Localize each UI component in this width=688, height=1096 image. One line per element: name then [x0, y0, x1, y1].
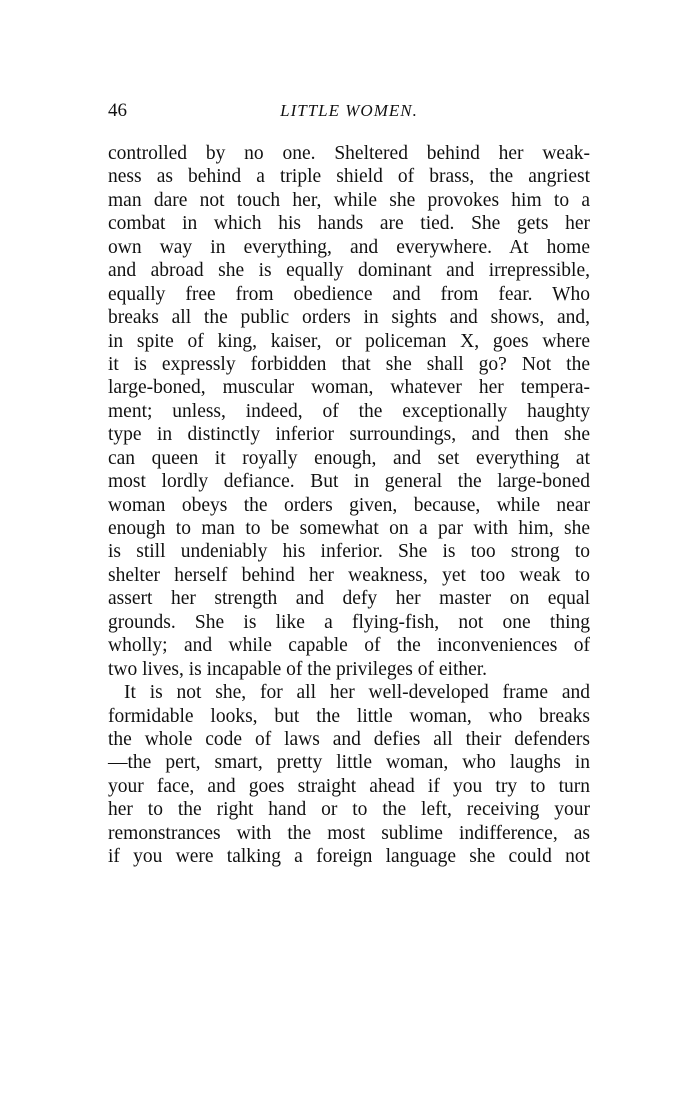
- text-line: own way in everything, and everywhere. At home: [108, 236, 590, 258]
- text-line: your face, and goes straight ahead if you try to turn: [108, 775, 590, 797]
- text-line: woman obeys the orders given, because, while near: [108, 494, 590, 516]
- text-line: —the pert, smart, pretty little woman, who laughs in: [108, 752, 590, 774]
- text-line: and abroad she is equally dominant and irrepressible,: [108, 260, 590, 282]
- running-header: [108, 100, 590, 126]
- text-line: type in distinctly inferior surroundings, and then she: [108, 424, 590, 446]
- text-line: It is not she, for all her well-developed frame and: [124, 682, 590, 704]
- text-line: man dare not touch her, while she provokes him to a: [108, 189, 590, 211]
- text-line: controlled by no one. Sheltered behind her weak-: [108, 143, 590, 164]
- text-line: combat in which his hands are tied. She gets her: [108, 213, 590, 235]
- text-line: assert her strength and defy her master on equal: [108, 588, 590, 610]
- text-line: large-boned, muscular woman, whatever her tempera-: [108, 377, 590, 399]
- text-line: enough to man to be somewhat on a par with him, she: [108, 518, 590, 539]
- text-line: ness as behind a triple shield of brass, the angriest: [108, 166, 590, 188]
- text-line: in spite of king, kaiser, or policeman X, goes where: [108, 330, 590, 352]
- text-line: two lives, is incapable of the privileges of either.: [108, 658, 488, 680]
- text-line: shelter herself behind her weakness, yet too weak to: [108, 564, 590, 586]
- text-line: breaks all the public orders in sights and shows, and,: [108, 307, 590, 329]
- text-line: ment; unless, indeed, of the exceptionally haughty: [108, 400, 590, 422]
- text-line: her to the right hand or to the left, receiving your: [108, 799, 590, 821]
- page-number: 46: [108, 100, 127, 121]
- text-line: it is expressly forbidden that she shall go? Not the: [108, 353, 590, 375]
- text-line: the whole code of laws and defies all their defenders: [108, 728, 590, 750]
- text-line: most lordly defiance. But in general the large-boned: [108, 471, 590, 493]
- page-body-text: [108, 142, 590, 869]
- text-line: remonstrances with the most sublime indifference, as: [108, 822, 590, 844]
- text-line: can queen it royally enough, and set everything at: [108, 447, 590, 469]
- text-line: is still undeniably his inferior. She is too strong to: [108, 541, 590, 563]
- text-line: grounds. She is like a flying-fish, not one thing: [108, 611, 590, 633]
- running-title: LITTLE WOMEN.: [280, 101, 418, 120]
- text-line: if you were talking a foreign language she could not: [108, 846, 590, 868]
- text-line: wholly; and while capable of the inconveniences of: [108, 635, 590, 657]
- text-line: formidable looks, but the little woman, who breaks: [108, 705, 590, 727]
- text-line: equally free from obedience and from fear. Who: [108, 283, 590, 305]
